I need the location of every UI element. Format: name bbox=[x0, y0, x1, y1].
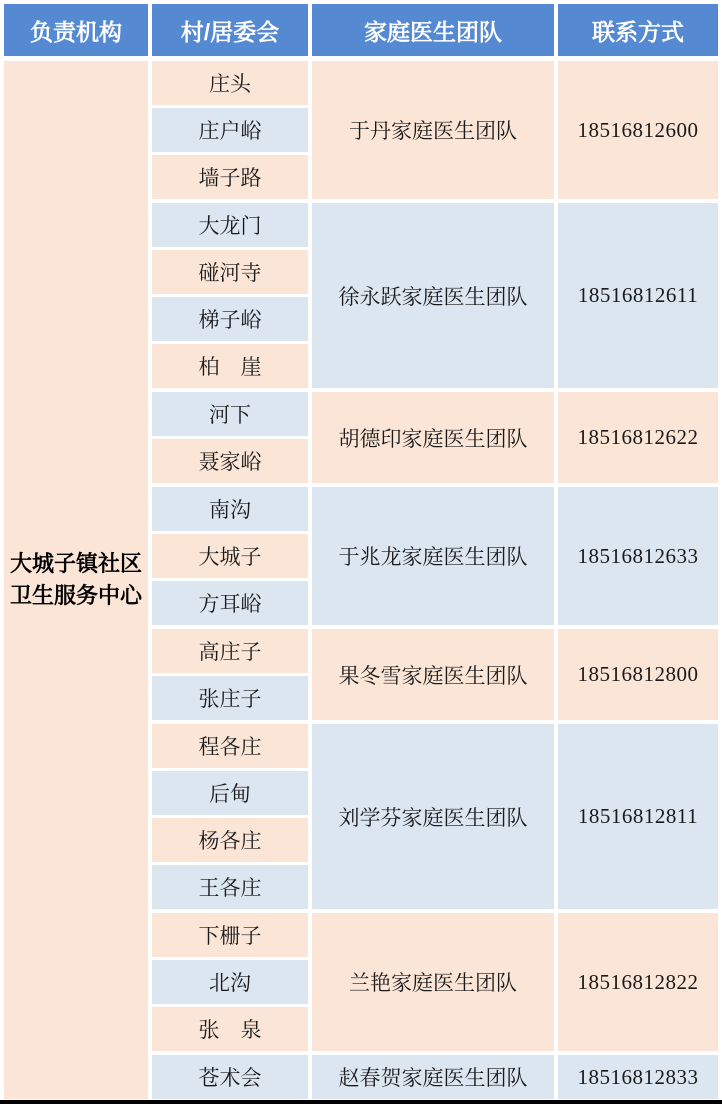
table-header-row bbox=[4, 4, 718, 56]
phone-cell: 18516812611 bbox=[558, 203, 718, 388]
village-list bbox=[152, 1055, 308, 1099]
village-cell: 杨各庄 bbox=[152, 818, 308, 862]
village-cell: 张庄子 bbox=[152, 676, 308, 720]
village-cell: 南沟 bbox=[152, 487, 308, 531]
team-group-row bbox=[152, 629, 718, 720]
table-body bbox=[4, 61, 718, 1099]
header-family-doctor-team: 家庭医生团队 bbox=[312, 4, 554, 56]
team-cell: 果冬雪家庭医生团队 bbox=[312, 629, 554, 720]
team-group-row bbox=[152, 1055, 718, 1099]
village-cell: 墙子路 bbox=[152, 155, 308, 199]
header-responsible-org: 负责机构 bbox=[4, 4, 148, 56]
phone-cell: 18516812811 bbox=[558, 724, 718, 909]
team-cell: 兰艳家庭医生团队 bbox=[312, 913, 554, 1051]
header-village-committee: 村/居委会 bbox=[152, 4, 308, 56]
org-cell: 大城子镇社区卫生服务中心 bbox=[4, 61, 148, 1099]
village-list bbox=[152, 724, 308, 909]
phone-cell: 18516812800 bbox=[558, 629, 718, 720]
bottom-border bbox=[0, 1100, 722, 1104]
phone-cell: 18516812822 bbox=[558, 913, 718, 1051]
phone-cell: 18516812622 bbox=[558, 392, 718, 483]
village-cell: 张 泉 bbox=[152, 1007, 308, 1051]
village-cell: 王各庄 bbox=[152, 865, 308, 909]
team-group-row bbox=[152, 724, 718, 909]
team-group-row bbox=[152, 487, 718, 625]
village-cell: 北沟 bbox=[152, 960, 308, 1004]
village-list bbox=[152, 629, 308, 720]
village-cell: 苍术会 bbox=[152, 1055, 308, 1099]
team-cell: 于兆龙家庭医生团队 bbox=[312, 487, 554, 625]
phone-cell: 18516812600 bbox=[558, 61, 718, 199]
village-list bbox=[152, 61, 308, 199]
village-list bbox=[152, 203, 308, 388]
village-list bbox=[152, 392, 308, 483]
village-list bbox=[152, 913, 308, 1051]
village-cell: 柏 崖 bbox=[152, 344, 308, 388]
phone-cell: 18516812633 bbox=[558, 487, 718, 625]
team-cell: 于丹家庭医生团队 bbox=[312, 61, 554, 199]
team-cell: 徐永跃家庭医生团队 bbox=[312, 203, 554, 388]
village-cell: 河下 bbox=[152, 392, 308, 436]
village-cell: 聂家峪 bbox=[152, 439, 308, 483]
village-cell: 大城子 bbox=[152, 534, 308, 578]
village-cell: 梯子峪 bbox=[152, 297, 308, 341]
header-contact-info: 联系方式 bbox=[558, 4, 718, 56]
village-cell: 下栅子 bbox=[152, 913, 308, 957]
village-cell: 方耳峪 bbox=[152, 581, 308, 625]
team-cell: 赵春贺家庭医生团队 bbox=[312, 1055, 554, 1099]
team-group-row bbox=[152, 913, 718, 1051]
village-cell: 碰河寺 bbox=[152, 250, 308, 294]
village-list bbox=[152, 487, 308, 625]
village-cell: 高庄子 bbox=[152, 629, 308, 673]
team-cell: 刘学芬家庭医生团队 bbox=[312, 724, 554, 909]
team-group-row bbox=[152, 61, 718, 199]
team-group-row bbox=[152, 203, 718, 388]
village-cell: 程各庄 bbox=[152, 724, 308, 768]
team-cell: 胡德印家庭医生团队 bbox=[312, 392, 554, 483]
village-cell: 庄户峪 bbox=[152, 108, 308, 152]
team-groups bbox=[152, 61, 718, 1099]
team-group-row bbox=[152, 392, 718, 483]
phone-cell: 18516812833 bbox=[558, 1055, 718, 1099]
village-cell: 后甸 bbox=[152, 771, 308, 815]
village-cell: 大龙门 bbox=[152, 203, 308, 247]
village-cell: 庄头 bbox=[152, 61, 308, 105]
